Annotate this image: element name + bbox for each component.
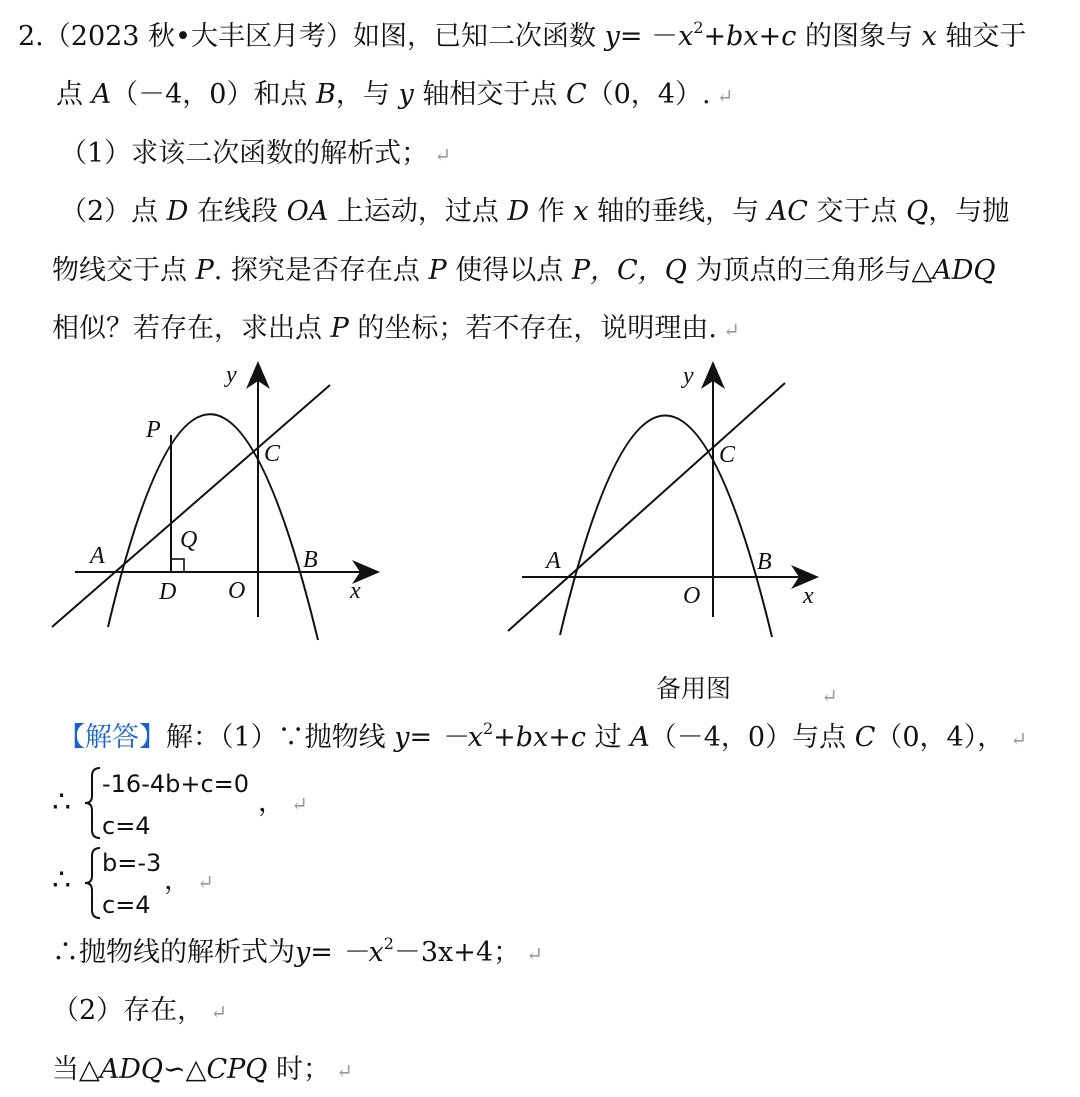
point-b-ref: B [316,79,336,110]
similar-symbol: ∽△ [163,1054,207,1085]
answer-text: 时； [276,1054,330,1085]
therefore-symbol: ∴ [52,785,72,820]
point-p-ref: P [330,313,349,344]
point-c-ref: C [854,722,876,753]
answer-tag: 【解答】 [58,722,166,753]
func-eq: = － [619,21,679,52]
figure-caption [656,672,731,706]
return-mark: ↵ [1010,727,1027,751]
system-1-brace [82,766,104,840]
answer-result [52,936,543,971]
label-b: B [757,549,772,575]
return-mark: ↵ [722,318,740,342]
return-mark: ↵ [434,143,451,167]
points-pcq-ref: P，C，Q [571,255,687,286]
func-y: y [604,21,620,52]
answer-text: 过 [594,722,622,753]
stem-text: 轴交于 [945,21,1027,52]
parabola [108,414,318,640]
q2-text: . 探究是否存在点 [213,255,420,286]
q2-text: 在线段 [197,196,279,227]
func-x: x [678,21,694,52]
answer-part-2 [52,994,227,1029]
q2-text: 交于点 [816,196,898,227]
problem-number: 2. [18,21,44,52]
return-mark: ↵ [197,870,214,894]
triangle-adq-ref: ADQ [99,1054,164,1085]
q2-text: 作 [537,196,565,227]
equation: b=-3 [102,849,162,877]
q2-text: 的坐标；若不存在，说明理由. [357,313,717,344]
stem-text: 的图象与 [804,21,913,52]
question-2-line-1 [60,195,1009,229]
therefore-symbol: ∴ [52,863,72,898]
q2-text: 相似？若存在，求出点 [52,313,322,344]
equation: -16-4b+c=0 [102,770,250,798]
equation: c=4 [102,891,151,919]
return-mark: ↵ [336,1059,353,1083]
coord-c: （0，4）， [875,722,1005,753]
return-mark: ↵ [291,792,308,816]
caption-text: 备用图 [656,674,732,703]
answer-text: 解：（1）∵抛物线 [166,722,386,753]
question-1 [60,137,451,172]
figure-backup [495,355,835,645]
answer-func: y= －x [394,722,483,753]
equation: c=4 [102,812,151,840]
func-rest: +bx+c [703,21,797,52]
q2-text: ，与抛 [928,196,1010,227]
q2-text: 上运动，过点 [336,196,499,227]
parabola [560,415,772,637]
label-x: x [350,578,361,604]
question-1-text: （1）求该二次函数的解析式； [60,138,429,169]
triangle-adq-ref: ADQ [932,255,996,286]
axis-x-ref: x [921,21,937,52]
caption-return [815,678,838,713]
question-2-line-3 [52,312,740,347]
label-y: y [226,362,237,388]
return-mark: ↵ [210,1000,227,1024]
answer-case [52,1053,353,1088]
point-d-ref: D [507,196,530,227]
line-ac-ref: AC [767,196,808,227]
label-a: A [546,548,561,574]
stem-text: ，与 [335,79,390,110]
right-angle-mark [171,559,184,572]
point-d-ref: D [166,196,189,227]
system-1-eq-2 [102,812,151,840]
label-c: C [719,442,736,468]
system-1-eq-1 [102,770,249,798]
comma: ， [258,787,285,818]
problem-line-2 [56,78,733,113]
problem-source: （2023 秋•大丰区月考） [43,21,353,52]
q2-text: （2）点 [60,196,159,227]
return-mark: ↵ [821,684,838,708]
q2-text: 使得以点 [455,255,564,286]
stem-text: 点 [56,79,83,110]
question-2-line-2 [52,254,996,288]
return-mark: ↵ [716,84,734,108]
result-rest: －3x+4； [393,937,521,968]
answer-text: （2）存在， [52,995,205,1026]
point-a-ref: A [630,722,650,753]
segment-oa-ref: OA [286,196,329,227]
system-2-eq-1 [102,849,161,877]
answer-text: 当△ [52,1054,100,1085]
therefore-1 [52,786,71,820]
system-2-brace [82,846,104,920]
q2-text: 为顶点的三角形与△ [695,255,933,286]
axis-y-ref: y [398,79,414,110]
axis-x-ref: x [573,196,589,227]
result-func: y= －x [295,937,384,968]
system-2-eq-2 [102,891,151,919]
problem-line-1 [18,20,1026,54]
point-a-ref: A [91,79,112,110]
label-p: P [146,417,161,443]
point-p-ref: P [428,255,447,286]
coord-a: （－4，0）与点 [649,722,847,753]
label-c: C [264,441,281,467]
comma: ， [164,865,191,896]
line-ac [508,383,785,631]
label-a: A [90,543,105,569]
q2-text: 物线交于点 [52,255,187,286]
label-b: B [303,547,318,573]
label-q: Q [180,527,198,553]
q2-text: 轴的垂线，与 [597,196,760,227]
figure-main [40,355,400,645]
system-1-comma [258,786,308,821]
label-d: D [159,579,177,605]
label-x: x [803,583,814,609]
label-o: O [683,583,701,609]
return-mark: ↵ [526,942,543,966]
stem-text: 轴相交于点 [422,79,558,110]
point-q-ref: Q [906,196,929,227]
coord-a: （－4，0）和点 [111,79,308,110]
answer-func-rest: +bx+c [493,722,587,753]
system-2-comma [164,864,214,899]
label-y: y [683,363,694,389]
result-exp: 2 [383,934,394,953]
coord-c: （0，4）. [586,79,711,110]
label-o: O [228,578,246,604]
therefore-2 [52,864,71,898]
triangle-cpq-ref: CPQ [206,1054,268,1085]
point-c-ref: C [565,79,587,110]
answer-line-1 [58,721,1027,756]
point-p-ref: P [195,255,214,286]
func-exp: 2 [693,18,704,37]
answer-text: ∴抛物线的解析式为 [52,937,295,968]
stem-text: 如图，已知二次函数 [353,21,596,52]
answer-func-exp: 2 [482,719,494,738]
